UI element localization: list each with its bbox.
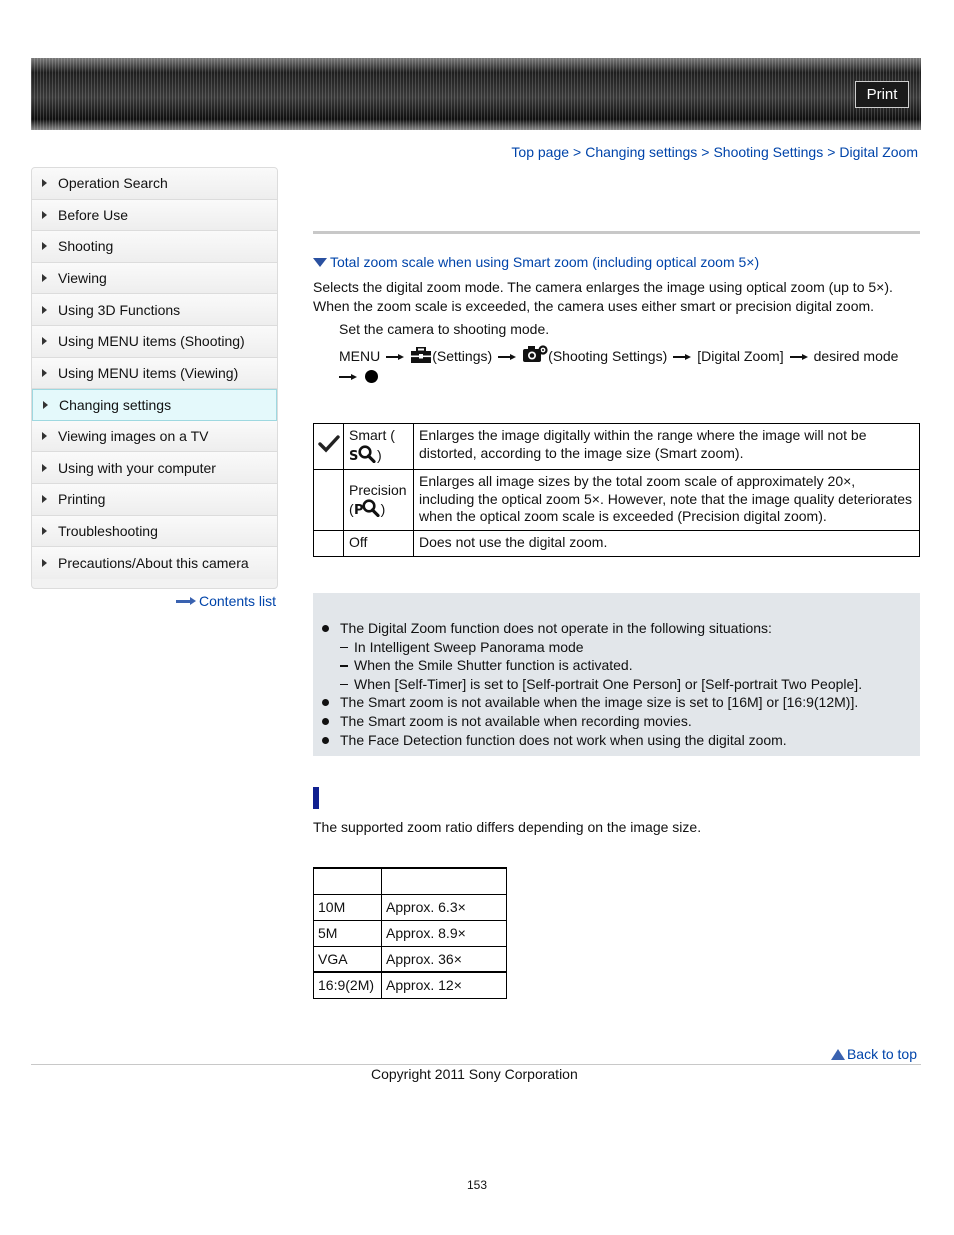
sidebar-item-shooting[interactable] xyxy=(32,231,277,263)
notes-box xyxy=(313,593,920,756)
arrow-right-icon xyxy=(42,495,47,503)
table-row xyxy=(314,531,920,557)
arrow-right-icon xyxy=(42,306,47,314)
sidebar-item-label: Using with your computer xyxy=(58,459,216,476)
section-heading-bar xyxy=(313,787,319,809)
table-header-row xyxy=(314,868,507,894)
sidebar-item-precautions[interactable] xyxy=(32,547,277,579)
page-number: 153 xyxy=(466,1178,488,1192)
notes-list xyxy=(322,619,862,749)
table-cell xyxy=(314,868,382,894)
svg-text:S: S xyxy=(349,448,359,463)
table-row xyxy=(314,920,507,946)
bullet-dot-icon xyxy=(365,370,378,383)
sidebar-item-before-use[interactable] xyxy=(32,200,277,232)
table-cell: Approx. 36× xyxy=(382,946,507,972)
mode-name: Precision ( xyxy=(349,481,407,517)
arrow-right-icon xyxy=(42,242,47,250)
arrow-right-icon xyxy=(42,179,47,187)
sidebar-item-label: Using MENU items (Viewing) xyxy=(58,364,239,381)
list-item: The Digital Zoom function does not operate in the following situations: xyxy=(322,619,862,638)
list-item: When [Self-Timer] is set to [Self-portrait One Person] or [Self-portrait Two People]. xyxy=(322,675,862,694)
arrow-right-icon xyxy=(176,598,196,604)
print-button[interactable]: Print xyxy=(855,81,909,108)
sidebar-nav xyxy=(31,167,278,589)
table-row xyxy=(314,946,507,972)
arrow-right-icon xyxy=(42,527,47,535)
table-cell: Approx. 6.3× xyxy=(382,894,507,920)
desired-mode-label: desired mode xyxy=(813,348,899,364)
step-1-text: Set the camera to shooting mode. xyxy=(339,321,550,337)
arrow-right-icon xyxy=(42,464,47,472)
mode-name-suffix: ) xyxy=(380,501,386,517)
smart-zoom-icon xyxy=(349,445,377,463)
zoom-ratio-table xyxy=(313,867,507,999)
list-item: When the Smile Shutter function is activated. xyxy=(322,656,862,675)
breadcrumb-shooting-settings[interactable]: Shooting Settings xyxy=(713,144,824,160)
support-text: The supported zoom ratio differs depending on the image size. xyxy=(313,819,702,835)
intro-paragraph: Selects the digital zoom mode. The camera enlarges the image using optical zoom (up to 5×). When the zoom scale is exceeded, the camera uses either smart or precision digital zoom. xyxy=(313,279,893,314)
sidebar-item-label: Operation Search xyxy=(58,175,168,192)
table-row xyxy=(314,894,507,920)
svg-text:P: P xyxy=(353,503,364,517)
table-cell: 16:9(2M) xyxy=(314,972,382,998)
toolbox-icon xyxy=(410,347,432,364)
check-cell xyxy=(314,531,344,557)
precision-zoom-icon xyxy=(354,499,381,517)
breadcrumb-separator: > xyxy=(573,144,582,160)
sidebar-item-label: Printing xyxy=(58,491,106,508)
title-divider xyxy=(313,231,920,234)
digital-zoom-label: [Digital Zoom] xyxy=(697,348,784,364)
settings-label: (Settings) xyxy=(432,348,493,364)
back-to-top-link[interactable] xyxy=(831,1046,917,1062)
sidebar-item-label: Troubleshooting xyxy=(58,522,158,539)
mode-name: Smart ( xyxy=(349,427,395,443)
mode-name-suffix: ) xyxy=(377,446,382,463)
step-2-text xyxy=(339,345,924,386)
table-cell: VGA xyxy=(314,946,382,972)
sidebar-item-computer[interactable] xyxy=(32,452,277,484)
contents-list-link[interactable] xyxy=(176,593,276,609)
mode-name-cell xyxy=(344,470,414,531)
back-to-top-label: Back to top xyxy=(846,1046,917,1062)
triangle-down-icon xyxy=(313,258,327,267)
breadcrumb xyxy=(511,144,918,160)
arrow-right-icon xyxy=(42,211,47,219)
list-item: In Intelligent Sweep Panorama mode xyxy=(322,638,862,657)
mode-desc-cell: Enlarges the image digitally within the range where the image will not be distorted, according to the image size (Smart zoom). xyxy=(414,424,920,470)
arrow-right-icon xyxy=(42,432,47,440)
arrow-right-icon xyxy=(43,401,48,409)
sidebar-item-label: Viewing images on a TV xyxy=(58,428,209,445)
arrow-right-icon xyxy=(673,354,691,360)
mode-desc-cell: Enlarges all image sizes by the total zoom scale of approximately 20×, including the optical zoom 5×. However, note that the image quality deteriorates when the optical zoom scale is exceeded (Precision digital zoom). xyxy=(414,470,920,531)
check-cell xyxy=(314,470,344,531)
mode-desc-cell: Does not use the digital zoom. xyxy=(414,531,920,557)
contents-list-label: Contents list xyxy=(199,593,277,609)
table-row xyxy=(314,470,920,531)
digital-zoom-modes-table xyxy=(313,423,920,557)
arrow-right-icon xyxy=(790,354,808,360)
sidebar-item-label: Using MENU items (Shooting) xyxy=(58,333,245,350)
sidebar-item-label: Precautions/About this camera xyxy=(58,554,249,571)
copyright-text: Copyright 2011 Sony Corporation xyxy=(371,1066,578,1082)
arrow-right-icon xyxy=(498,354,516,360)
breadcrumb-separator: > xyxy=(827,144,836,160)
arrow-right-icon xyxy=(42,369,47,377)
header-banner xyxy=(31,58,921,130)
list-item: The Smart zoom is not available when the image size is set to [16M] or [16:9(12M)]. xyxy=(322,693,862,712)
table-cell: Approx. 12× xyxy=(382,972,507,998)
arrow-right-icon xyxy=(42,274,47,282)
sidebar-item-label: Shooting xyxy=(58,238,114,255)
breadcrumb-top-page[interactable]: Top page xyxy=(511,144,570,160)
sidebar-item-viewing-tv[interactable] xyxy=(32,421,277,453)
list-item: The Face Detection function does not work when using the digital zoom. xyxy=(322,731,862,750)
arrow-right-icon xyxy=(386,354,404,360)
sidebar-item-menu-viewing[interactable] xyxy=(32,358,277,390)
camera-gear-icon xyxy=(522,345,548,364)
sidebar-item-3d-functions[interactable] xyxy=(32,294,277,326)
table-cell: 5M xyxy=(314,920,382,946)
sidebar-item-viewing[interactable] xyxy=(32,263,277,295)
sidebar-item-label: Changing settings xyxy=(59,396,172,413)
breadcrumb-separator: > xyxy=(701,144,710,160)
mode-name-cell xyxy=(344,424,414,470)
table-cell: 10M xyxy=(314,894,382,920)
sidebar-item-operation-search[interactable] xyxy=(32,168,277,200)
checkmark-icon xyxy=(318,434,340,454)
triangle-up-icon xyxy=(831,1049,845,1060)
sidebar-item-label: Using 3D Functions xyxy=(58,301,181,318)
sidebar-item-label: Viewing xyxy=(58,270,107,287)
menu-label: MENU xyxy=(339,348,381,364)
table-row xyxy=(314,424,920,470)
breadcrumb-changing-settings[interactable]: Changing settings xyxy=(585,144,698,160)
sidebar-item-troubleshooting[interactable] xyxy=(32,516,277,548)
sidebar-item-changing-settings[interactable] xyxy=(32,389,277,421)
check-cell xyxy=(314,424,344,470)
mode-name-cell: Off xyxy=(344,531,414,557)
footer-divider xyxy=(31,1064,921,1065)
table-row xyxy=(314,972,507,998)
total-zoom-anchor-link[interactable] xyxy=(313,254,759,270)
list-item: The Smart zoom is not available when recording movies. xyxy=(322,712,862,731)
sidebar-item-menu-shooting[interactable] xyxy=(32,326,277,358)
arrow-right-icon xyxy=(42,337,47,345)
anchor-link-label: Total zoom scale when using Smart zoom (including optical zoom 5×) xyxy=(330,254,760,270)
arrow-right-icon xyxy=(339,374,357,380)
breadcrumb-digital-zoom[interactable]: Digital Zoom xyxy=(839,144,918,160)
shooting-settings-label: (Shooting Settings) xyxy=(548,348,668,364)
table-cell xyxy=(382,868,507,894)
arrow-right-icon xyxy=(42,559,47,567)
table-cell: Approx. 8.9× xyxy=(382,920,507,946)
sidebar-item-printing[interactable] xyxy=(32,484,277,516)
sidebar-item-label: Before Use xyxy=(58,206,129,223)
